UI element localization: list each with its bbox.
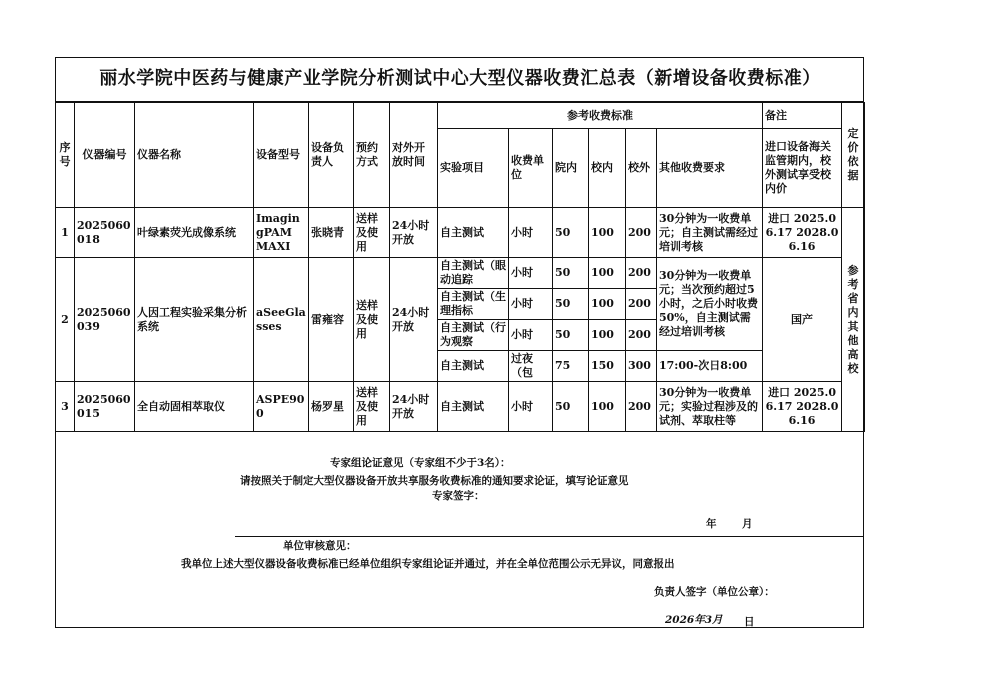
price-in-school-cell: 100: [589, 320, 626, 351]
unit-cell: 小时: [509, 258, 553, 289]
remark-cell: 进口 2025.06.17 2028.06.16: [763, 382, 842, 432]
unit-cell: 小时: [509, 208, 553, 258]
other-req-cell: 30分钟为一收费单元；自主测试需经过培训考核: [657, 208, 763, 258]
price-out-school-cell: 200: [626, 258, 657, 289]
instrument-name-cell: 人因工程实验采集分析系统: [135, 258, 254, 382]
expert-sign-label: 专家签字：: [432, 490, 485, 502]
price-out-school-cell: 200: [626, 382, 657, 432]
table-row: [56, 258, 865, 289]
other-req-night-cell: 17:00-次日8:00: [657, 351, 763, 382]
project-cell: [438, 258, 509, 289]
owner-cell: 杨罗星: [309, 382, 354, 432]
price-in-dept-cell: 50: [553, 382, 589, 432]
expert-month-label: 月: [742, 518, 753, 530]
table-row: [56, 382, 865, 432]
header-project: 实验项目: [438, 129, 509, 208]
price-in-school-cell: 100: [589, 208, 626, 258]
header-fee-group: 参考收费标准: [438, 103, 763, 129]
unit-cell: [509, 351, 553, 382]
header-unit: 收费单位: [509, 129, 553, 208]
header-open-time: 对外开放时间: [390, 103, 438, 208]
header-in-dept: 院内: [553, 129, 589, 208]
booking-cell: 送样及使用: [354, 208, 390, 258]
expert-instruction: 请按照关于制定大型仪器设备开放共享服务收费标准的通知要求论证，填写论证意见: [240, 475, 629, 487]
instrument-name-cell: 全自动固相萃取仪: [135, 382, 254, 432]
open-time-cell: 24小时开放: [390, 258, 438, 382]
table-row: [56, 208, 865, 258]
open-time-cell: 24小时开放: [390, 208, 438, 258]
price-in-dept-cell: 50: [553, 258, 589, 289]
project-cell: [438, 320, 509, 351]
project-text: 自主测试（生理指标: [440, 290, 506, 317]
remark-cell: 进口 2025.06.17 2028.06.16: [763, 208, 842, 258]
header-seq: 序号: [56, 103, 75, 208]
price-in-school-cell: 100: [589, 382, 626, 432]
unit-review-date: 2026年3月: [665, 614, 723, 626]
unit-cell: 小时: [509, 320, 553, 351]
expert-heading: 专家组论证意见（专家组不少于3名）：: [330, 457, 511, 469]
project-text: 自主测试（眼动追踪: [440, 259, 506, 286]
other-req-cell: [657, 382, 763, 432]
model-cell: aSeeGlasses: [254, 258, 309, 382]
unit-review-day: 日: [744, 616, 755, 628]
fee-table: [55, 102, 865, 432]
header-out-school: 校外: [626, 129, 657, 208]
header-model: 设备型号: [254, 103, 309, 208]
price-in-school-cell: 100: [589, 289, 626, 320]
header-in-school: 校内: [589, 129, 626, 208]
price-in-dept-cell: 75: [553, 351, 589, 382]
instrument-no-cell: 2025060015: [75, 382, 135, 432]
header-other-req: 其他收费要求: [657, 129, 763, 208]
project-cell: [438, 289, 509, 320]
project-cell: 自主测试: [438, 208, 509, 258]
unit-cell: 小时: [509, 382, 553, 432]
unit-text: 过夜（包: [511, 352, 533, 379]
unit-review-heading: 单位审核意见：: [283, 540, 357, 552]
header-remark: 进口设备海关监管期内，校外测试享受校内价: [763, 129, 842, 208]
price-in-dept-cell: 50: [553, 208, 589, 258]
header-owner: 设备负责人: [309, 103, 354, 208]
unit-review-sign-label: 负责人签字（单位公章）：: [654, 586, 775, 598]
price-in-school-cell: 150: [589, 351, 626, 382]
expert-year-label: 年: [706, 518, 717, 530]
price-out-school-cell: 200: [626, 320, 657, 351]
unit-review-statement: 我单位上述大型仪器设备收费标准已经单位组织专家组论证并通过，并在全单位范围公示无异议，同意报出: [181, 558, 675, 570]
header-booking: 预约方式: [354, 103, 390, 208]
owner-cell: 雷雍容: [309, 258, 354, 382]
model-cell: ASPE900: [254, 382, 309, 432]
header-row-1: [56, 103, 865, 129]
model-cell: ImagingPAM MAXI: [254, 208, 309, 258]
header-remark-group: 备注: [763, 103, 842, 129]
instrument-no-cell: 2025060039: [75, 258, 135, 382]
instrument-no-cell: 2025060018: [75, 208, 135, 258]
document-title: 丽水学院中医药与健康产业学院分析测试中心大型仪器收费汇总表（新增设备收费标准）: [99, 68, 821, 89]
pricing-basis-cell: 参考省内其他高校: [842, 208, 865, 432]
project-cell: 自主测试: [438, 351, 509, 382]
price-out-school-cell: 200: [626, 208, 657, 258]
header-instrument-no: 仪器编号: [75, 103, 135, 208]
open-time-cell: 24小时开放: [390, 382, 438, 432]
project-cell: 自主测试: [438, 382, 509, 432]
price-out-school-cell: 300: [626, 351, 657, 382]
booking-cell: 送样及使用: [354, 382, 390, 432]
other-req-text: 30分钟为一收费单元；实验过程涉及的试剂、萃取柱等: [659, 385, 758, 427]
price-out-school-cell: 200: [626, 289, 657, 320]
price-in-dept-cell: 50: [553, 289, 589, 320]
project-text: 自主测试（行为观察: [440, 321, 506, 348]
other-req-cell: 30分钟为一收费单元；当次预约超过5小时，之后小时收费50%，自主测试需经过培训考核: [657, 258, 763, 351]
price-in-dept-cell: 50: [553, 320, 589, 351]
header-instrument-name: 仪器名称: [135, 103, 254, 208]
instrument-name-cell: 叶绿素荧光成像系统: [135, 208, 254, 258]
header-pricing-basis: 定价依据: [842, 103, 865, 208]
price-in-school-cell: 100: [589, 258, 626, 289]
seq-cell: 3: [56, 382, 75, 432]
unit-cell: 小时: [509, 289, 553, 320]
seq-cell: 2: [56, 258, 75, 382]
seq-cell: 1: [56, 208, 75, 258]
remark-cell: 国产: [763, 258, 842, 382]
owner-cell: 张晓青: [309, 208, 354, 258]
booking-cell: 送样及使用: [354, 258, 390, 382]
